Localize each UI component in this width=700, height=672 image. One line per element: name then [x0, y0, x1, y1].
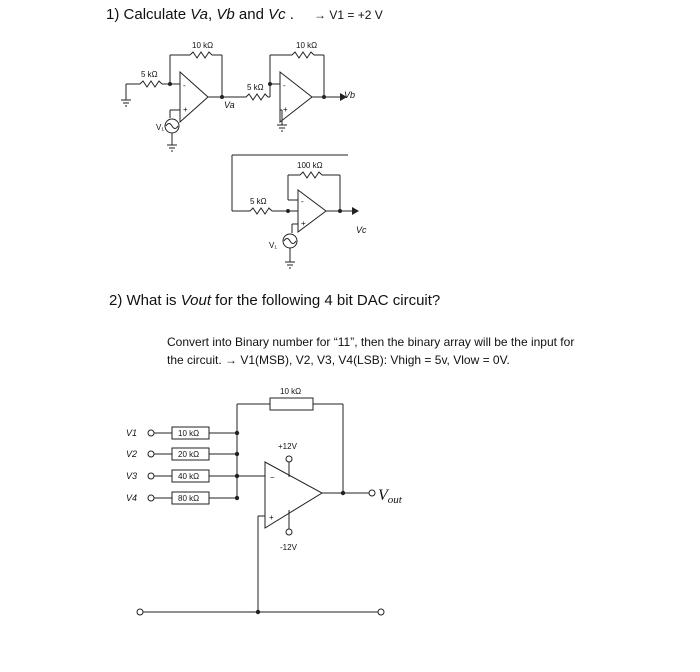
- q2-text-post: for the following 4 bit DAC circuit?: [211, 292, 441, 309]
- terminal-vout: [369, 490, 375, 496]
- opamp-c-circuit: [232, 155, 352, 268]
- sign-minus-a: -: [183, 81, 186, 90]
- arrow-icon-vc: [352, 207, 359, 215]
- label-v4: V4: [126, 493, 138, 503]
- terminal-v4: [148, 495, 154, 501]
- label-vb: Vb: [344, 90, 356, 100]
- label-v3: V3: [126, 471, 138, 481]
- label-r2: 20 kΩ: [178, 450, 200, 459]
- label-vout: Vout: [378, 487, 402, 506]
- label-supply-pos: +12V: [278, 442, 297, 451]
- q1-number: 1): [106, 6, 120, 23]
- resistor-5k-c: [250, 208, 272, 214]
- resistor-10k-a: [190, 52, 212, 58]
- q1-given-v1: → V1 = +2 V: [314, 8, 383, 22]
- sign-plus-c: +: [301, 219, 306, 228]
- sign-minus-b: -: [283, 81, 286, 90]
- label-r4: 80 kΩ: [178, 494, 200, 503]
- q1-text: Calculate: [123, 6, 191, 23]
- terminal-v1: [148, 430, 154, 436]
- instruction-line-1: Convert into Binary number for “11”, then the binary array will be the input for: [167, 335, 575, 349]
- terminal-v3: [148, 473, 154, 479]
- sign-minus-c: -: [301, 197, 304, 206]
- label-v1-c: V₁: [269, 241, 278, 250]
- label-r-feedback-c: 100 kΩ: [297, 161, 323, 170]
- q1-va: Va: [190, 6, 209, 23]
- q1-vc: Vc: [268, 6, 286, 23]
- label-va: Va: [224, 100, 235, 110]
- terminal-v2: [148, 451, 154, 457]
- opamp-b: [280, 72, 312, 122]
- sign-plus-a: +: [183, 105, 188, 114]
- sign-plus-dac: +: [269, 513, 274, 522]
- resistor-feedback-10k: [270, 398, 313, 410]
- label-r-in-c: 5 kΩ: [250, 197, 267, 206]
- q2-vout: Vout: [180, 292, 212, 309]
- q2-text: What is: [126, 292, 181, 309]
- resistor-10k-b: [292, 52, 314, 58]
- sign-plus-b: +: [283, 105, 288, 114]
- terminal-minus12: [286, 529, 292, 535]
- label-v1-a: V₁: [156, 123, 165, 132]
- label-r-top-a: 10 kΩ: [192, 41, 214, 50]
- label-supply-neg: -12V: [280, 543, 297, 552]
- resistor-100k-c: [300, 172, 322, 178]
- terminal-plus12: [286, 456, 292, 462]
- label-r1: 10 kΩ: [178, 429, 200, 438]
- label-r-top-b: 10 kΩ: [296, 41, 318, 50]
- sign-minus-dac: −: [270, 473, 275, 482]
- terminal-gnd-left: [137, 609, 143, 615]
- q2-number: 2): [109, 292, 123, 309]
- resistor-5k-a: [140, 81, 162, 87]
- label-r-mid: 5 kΩ: [247, 83, 264, 92]
- q1-text-post: .: [285, 6, 294, 23]
- instruction-line-2: the circuit. → V1(MSB), V2, V3, V4(LSB): Vhigh = 5v, Vlow = 0V.: [167, 353, 510, 367]
- opamp-a: [180, 72, 208, 122]
- label-r-in-a: 5 kΩ: [141, 70, 158, 79]
- label-feedback-r: 10 kΩ: [280, 387, 302, 396]
- terminal-gnd-right: [378, 609, 384, 615]
- label-vc: Vc: [356, 225, 367, 235]
- label-v1: V1: [126, 428, 138, 438]
- resistor-5k-mid: [236, 94, 270, 100]
- opamp-a-circuit: [121, 52, 236, 151]
- q1-vb: Vb: [216, 6, 235, 23]
- q1-sep1: ,: [208, 6, 217, 23]
- label-r3: 40 kΩ: [178, 472, 200, 481]
- q1-sep2: and: [234, 6, 269, 23]
- dac-circuit: [137, 398, 384, 615]
- label-v2: V2: [126, 449, 138, 459]
